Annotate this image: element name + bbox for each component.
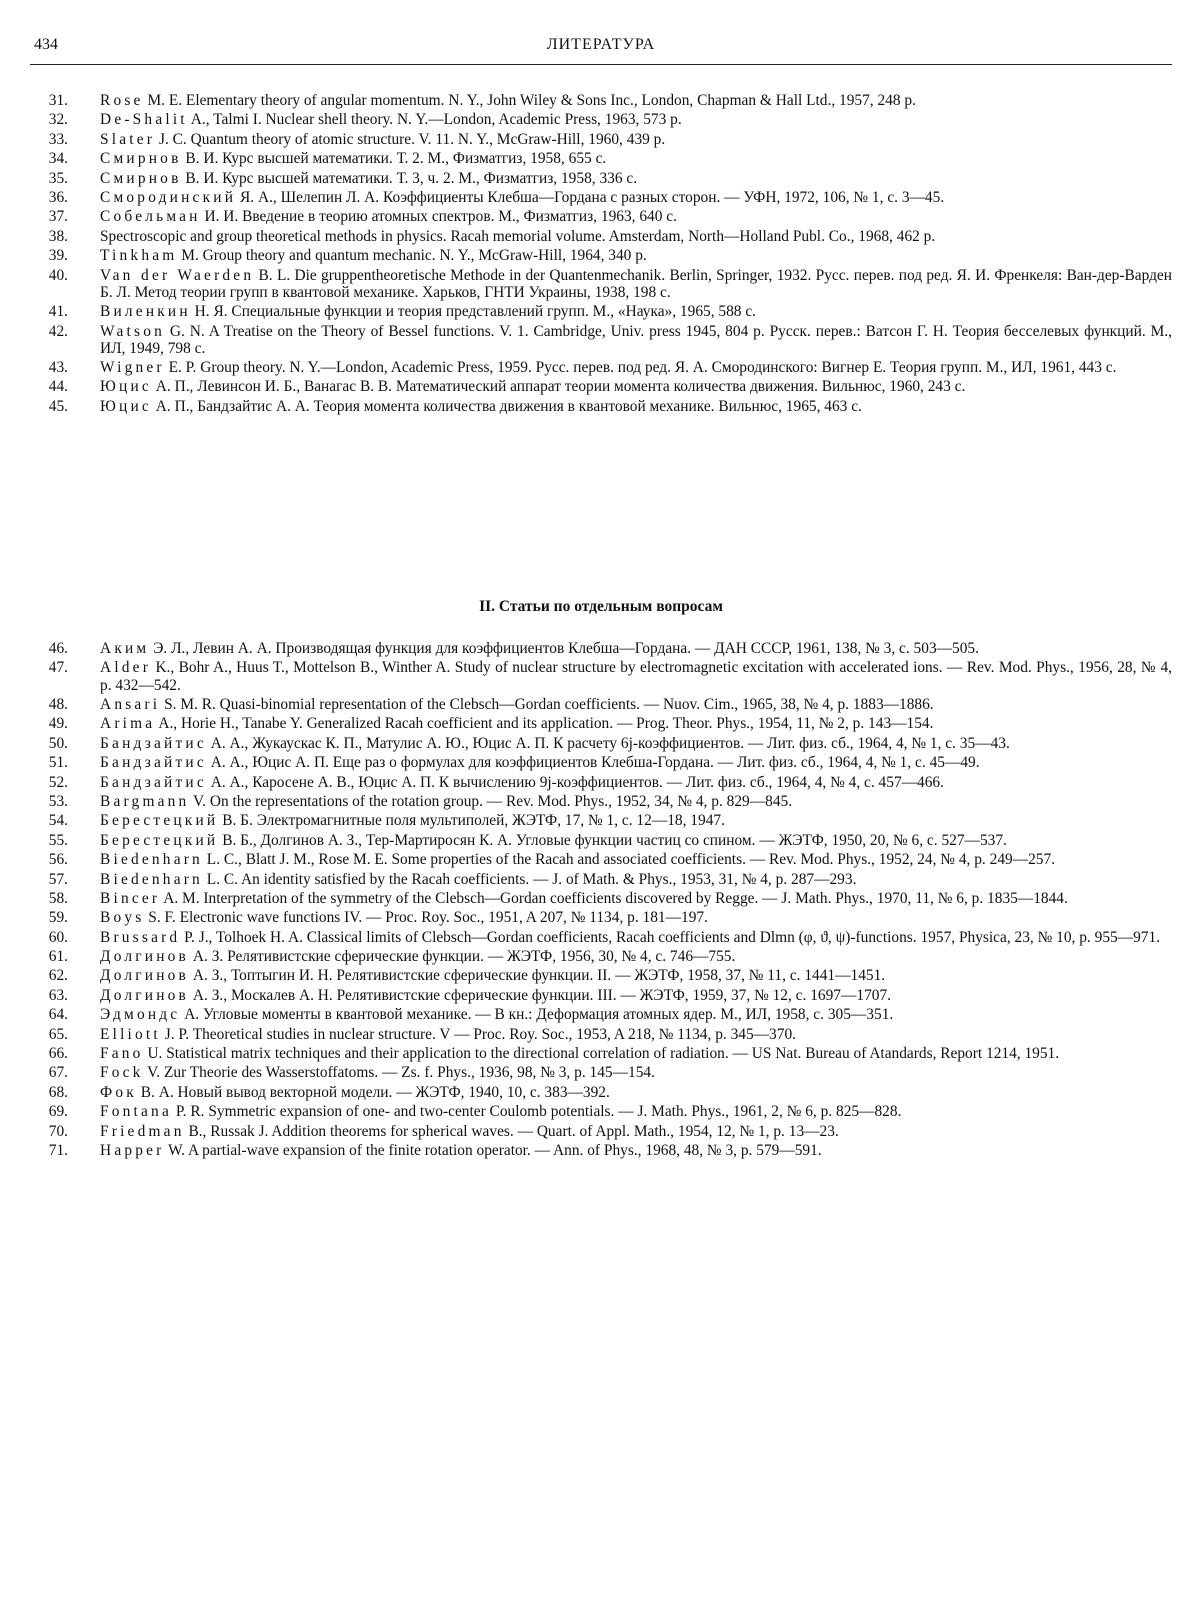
reference-author: Бандзайтис — [100, 773, 207, 791]
reference-number: 57. — [48, 870, 68, 888]
reference-entry — [30, 247, 1172, 264]
reference-author: Смородинский — [100, 188, 237, 206]
reference-number: 39. — [48, 247, 68, 265]
reference-number: 46. — [48, 640, 68, 657]
reference-entry — [30, 1123, 1172, 1140]
reference-number: 49. — [48, 715, 68, 733]
reference-text: В. А. Новый вывод векторной модели. — ЖЭТФ, 1940, 10, с. 383—392. — [136, 1083, 610, 1101]
reference-author: Boys — [100, 909, 145, 927]
reference-entry — [30, 303, 1172, 320]
reference-number: 34. — [48, 150, 68, 168]
reference-number: 40. — [48, 266, 68, 284]
reference-number: 31. — [48, 92, 68, 109]
reference-entry — [30, 92, 1172, 109]
reference-text: W. A partial-wave expansion of the finite rotation operator. — Ann. of Phys., 1968, 48, № 3, p. 579—591. — [164, 1141, 822, 1159]
reference-author: Фок — [100, 1083, 137, 1101]
reference-number: 71. — [48, 1141, 68, 1159]
reference-number: 51. — [48, 754, 68, 772]
reference-author: Van der Waerden — [100, 266, 255, 284]
reference-author: Долгинов — [100, 967, 190, 985]
reference-author: Эдмондс — [100, 1006, 181, 1024]
reference-number: 68. — [48, 1083, 68, 1101]
reference-author: Fock — [100, 1064, 144, 1082]
reference-number: 66. — [48, 1045, 68, 1063]
reference-entry — [30, 715, 1172, 732]
reference-author: Brussard — [100, 928, 181, 946]
reference-number: 56. — [48, 851, 68, 869]
reference-number: 44. — [48, 378, 68, 396]
reference-number: 37. — [48, 208, 68, 226]
reference-entry — [30, 1064, 1172, 1081]
reference-author: Arima — [100, 715, 156, 733]
reference-text: Э. Л., Левин А. А. Производящая функция для коэффициентов Клебша—Гордана. — ДАН СССР, 1961, 138, № 3, с. 503—505. — [149, 640, 979, 657]
reference-entry — [30, 659, 1172, 693]
reference-number: 63. — [48, 986, 68, 1004]
reference-number: 43. — [48, 359, 68, 377]
reference-author: Долгинов — [100, 986, 190, 1004]
reference-text: А. А., Жукаускас К. П., Матулис А. Ю., Юцис А. П. К расчету 6j-коэффициентов. — Лит. физ. сб., 1964, 4, № 1, с. 35—43. — [206, 734, 1010, 752]
reference-number: 64. — [48, 1006, 68, 1024]
reference-author: Аким — [100, 640, 150, 657]
reference-entry — [30, 832, 1172, 849]
reference-number: 33. — [48, 130, 68, 148]
page-number: 434 — [34, 36, 58, 53]
reference-author: Смирнов — [100, 150, 182, 168]
running-title: ЛИТЕРАТУРА — [546, 36, 656, 53]
reference-author: Виленкин — [100, 303, 191, 321]
page-header — [30, 30, 1172, 65]
reference-text: G. N. A Treatise on the Theory of Bessel functions. V. 1. Cambridge, Univ. press 1945, 804 p. Русск. перев.: Ватсон Г. Н. Теория бесселевых функций. М., ИЛ, 1949, 798 с. — [100, 322, 1172, 357]
reference-number: 55. — [48, 831, 68, 849]
reference-entry — [30, 640, 1172, 657]
reference-entry — [30, 987, 1172, 1004]
reference-number: 62. — [48, 967, 68, 985]
reference-entry — [30, 131, 1172, 148]
reference-number: 45. — [48, 397, 68, 415]
reference-entry — [30, 150, 1172, 167]
reference-text: L. C., Blatt J. M., Rose M. E. Some properties of the Racah and associated coefficients. — Rev. Mod. Phys., 1952, 24, № 4, p. 249—257. — [202, 851, 1056, 869]
reference-number: 58. — [48, 889, 68, 907]
reference-author: Fano — [100, 1045, 144, 1063]
reference-entry — [30, 189, 1172, 206]
reference-text: В. Б. Электромагнитные поля мультиполей, ЖЭТФ, 17, № 1, с. 12—18, 1947. — [218, 812, 725, 830]
reference-author: Bargmann — [100, 792, 190, 810]
reference-entry — [30, 754, 1172, 771]
reference-entry — [30, 170, 1172, 187]
reference-number: 59. — [48, 909, 68, 927]
reference-text: А. З. Релятивистские сферические функции. — ЖЭТФ, 1956, 30, № 4, с. 746—755. — [189, 948, 736, 966]
reference-author: Юцис — [100, 378, 152, 396]
reference-text: J. P. Theoretical studies in nuclear structure. V — Proc. Roy. Soc., 1953, A 218, № 1134, p. 345—370. — [160, 1025, 796, 1043]
reference-author: Собельман — [100, 208, 201, 226]
reference-text: А. Угловые моменты в квантовой механике. — В кн.: Деформация атомных ядер. М., ИЛ, 1958, с. 305—351. — [180, 1006, 894, 1024]
reference-entry — [30, 267, 1172, 301]
reference-text: Spectroscopic and group theoretical methods in physics. Racah memorial volume. Amsterdam, North—Holland Publ. Co., 1968, 462 p. — [100, 227, 936, 245]
reference-text: J. C. Quantum theory of atomic structure. V. 11. N. Y., McGraw-Hill, 1960, 439 p. — [155, 130, 666, 148]
reference-text: Н. Я. Специальные функции и теория представлений групп. М., «Наука», 1965, 588 с. — [190, 303, 757, 321]
reference-author: Rose — [100, 92, 144, 109]
reference-author: Fontana — [100, 1103, 172, 1121]
reference-author: Slater — [100, 130, 156, 148]
reference-text: Я. А., Шелепин Л. А. Коэффициенты Клебша—Гордана с разных сторон. — УФН, 1972, 106, № 1, с. 3—45. — [236, 188, 945, 206]
reference-text: A., Horie H., Tanabe Y. Generalized Racah coefficient and its application. — Prog. Theor. Phys., 1954, 11, № 2, p. 143—154. — [155, 715, 934, 733]
reference-entry — [30, 890, 1172, 907]
reference-text: S. M. R. Quasi-binomial representation of the Clebsch—Gordan coefficients. — Nuov. Cim., 1965, 38, № 4, p. 1883—1886. — [160, 695, 934, 713]
reference-author: Happer — [100, 1141, 165, 1159]
reference-text: P. R. Symmetric expansion of one- and two-center Coulomb potentials. — J. Math. Phys., 1961, 2, № 6, p. 825—828. — [171, 1103, 902, 1121]
reference-entry — [30, 735, 1172, 752]
reference-text: P. J., Tolhoek H. A. Classical limits of Clebsch—Gordan coefficients, Racah coefficients and Dlmn (φ, ϑ, ψ)-functions. 1957, Physica, 23, № 10, p. 955—971. — [180, 928, 1161, 946]
reference-text: B., Russak J. Addition theorems for spherical waves. — Quart. of Appl. Math., 1954, 12, № 1, p. 13—23. — [184, 1122, 839, 1140]
reference-entry — [30, 851, 1172, 868]
reference-entry — [30, 774, 1172, 791]
reference-author: Alder — [100, 659, 152, 677]
reference-text: В. Б., Долгинов А. З., Тер-Мартиросян К. А. Угловые функции частиц со спином. — ЖЭТФ, 1950, 20, № 6, с. 527—537. — [218, 831, 1007, 849]
reference-entry — [30, 228, 1172, 245]
reference-text: А. З., Топтыгин И. Н. Релятивистские сферические функции. II. — ЖЭТФ, 1958, 37, № 11, с. 1441—1451. — [189, 967, 886, 985]
reference-text: M. E. Elementary theory of angular momentum. N. Y., John Wiley & Sons Inc., London, Chapman & Hall Ltd., 1957, 248 p. — [143, 92, 916, 109]
reference-author: Юцис — [100, 397, 152, 415]
reference-number: 52. — [48, 773, 68, 791]
reference-number: 35. — [48, 169, 68, 187]
reference-number: 41. — [48, 303, 68, 321]
reference-number: 60. — [48, 928, 68, 946]
reference-author: Берестецкий — [100, 831, 219, 849]
reference-number: 47. — [48, 659, 68, 677]
reference-text: А. П., Бандзайтис А. А. Теория момента количества движения в квантовой механике. Вильнюс, 1965, 463 с. — [151, 397, 862, 415]
reference-entry — [30, 1084, 1172, 1101]
reference-text: A., Talmi I. Nuclear shell theory. N. Y.—London, Academic Press, 1963, 573 p. — [187, 111, 682, 129]
reference-number: 50. — [48, 734, 68, 752]
reference-number: 69. — [48, 1103, 68, 1121]
reference-author: Wigner — [100, 359, 165, 377]
reference-entry — [30, 323, 1172, 357]
reference-entry — [30, 1045, 1172, 1062]
reference-number: 48. — [48, 695, 68, 713]
reference-entry — [30, 398, 1172, 415]
reference-author: Watson — [100, 322, 165, 340]
reference-text: А. А., Юцис А. П. Еще раз о формулах для коэффициентов Клебша-Гордана. — Лит. физ. сб., 1964, 4, № 1, с. 45—49. — [206, 754, 980, 772]
reference-number: 67. — [48, 1064, 68, 1082]
reference-text: B. L. Die gruppentheoretische Methode in der Quantenmechanik. Berlin, Springer, 1932. Русс. перев. под ред. Я. И. Френкеля: Ван-дер-Варден Б. Л. Метод теории групп в квантовой механике. Харьков, ГНТИ Украины, 1938, 198 с. — [100, 266, 1172, 301]
section-title: II. Статьи по отдельным вопросам — [479, 598, 723, 615]
reference-entry — [30, 208, 1172, 225]
reference-author: Смирнов — [100, 169, 182, 187]
reference-entry — [30, 948, 1172, 965]
reference-author: Friedman — [100, 1122, 185, 1140]
reference-text: A. M. Interpretation of the symmetry of the Clebsch—Gordan coefficients discovered by Regge. — J. Math. Phys., 1970, 11, № 6, p. 1835—1844. — [160, 889, 1068, 907]
reference-text: L. C. An identity satisfied by the Racah coefficients. — J. of Math. & Phys., 1953, 31, № 4, p. 287—293. — [202, 870, 857, 888]
reference-author: Бандзайтис — [100, 754, 207, 772]
reference-number: 61. — [48, 948, 68, 966]
reference-number: 54. — [48, 812, 68, 830]
reference-author: Берестецкий — [100, 812, 219, 830]
reference-entry — [30, 696, 1172, 713]
reference-entry — [30, 378, 1172, 395]
reference-author: Бандзайтис — [100, 734, 207, 752]
reference-number: 53. — [48, 792, 68, 810]
reference-text: В. И. Курс высшей математики. Т. 3, ч. 2. М., Физматгиз, 1958, 336 с. — [181, 169, 638, 187]
reference-entry — [30, 1103, 1172, 1120]
reference-text: А. З., Москалев А. Н. Релятивистские сферические функции. III. — ЖЭТФ, 1959, 37, № 12, с. 1697—1707. — [189, 986, 892, 1004]
reference-author: Долгинов — [100, 948, 190, 966]
reference-number: 65. — [48, 1025, 68, 1043]
reference-text: А. П., Левинсон И. Б., Ванагас В. В. Математический аппарат теории момента количества движения. Вильнюс, 1960, 243 с. — [151, 378, 966, 396]
reference-text: U. Statistical matrix techniques and their application to the directional correlation of radiation. — US Nat. Bureau of Atandards, Report 1214, 1951. — [143, 1045, 1060, 1063]
reference-list-books — [30, 92, 1172, 417]
reference-list-articles — [30, 640, 1172, 1161]
reference-text: E. P. Group theory. N. Y.—London, Academic Press, 1959. Русс. перев. под ред. Я. А. Смородинского: Вигнер Е. Теория групп. М., ИЛ, 1961, 443 с. — [164, 359, 1117, 377]
reference-author: Biedenharn — [100, 870, 203, 888]
reference-entry — [30, 1006, 1172, 1023]
reference-author: Biedenharn — [100, 851, 203, 869]
reference-number: 36. — [48, 188, 68, 206]
reference-author: Bincer — [100, 889, 161, 907]
reference-text: И. И. Введение в теорию атомных спектров. М., Физматгиз, 1963, 640 с. — [200, 208, 677, 226]
reference-author: De-Shalit — [100, 111, 188, 129]
reference-entry — [30, 111, 1172, 128]
reference-text: K., Bohr A., Huus T., Mottelson B., Winther A. Study of nuclear structure by electromagnetic excitation with accelerated ions. — Rev. Mod. Phys., 1956, 28, № 4, p. 432—542. — [100, 659, 1172, 694]
reference-entry — [30, 1026, 1172, 1043]
reference-text: V. On the representations of the rotation group. — Rev. Mod. Phys., 1952, 34, № 4, p. 829—845. — [189, 792, 793, 810]
reference-text: В. И. Курс высшей математики. Т. 2. М., Физматгиз, 1958, 655 с. — [181, 150, 607, 168]
reference-entry — [30, 812, 1172, 829]
reference-entry — [30, 871, 1172, 888]
reference-entry — [30, 1142, 1172, 1159]
reference-entry — [30, 967, 1172, 984]
reference-author: Tinkham — [100, 247, 178, 265]
reference-text: M. Group theory and quantum mechanic. N. Y., McGraw-Hill, 1964, 340 p. — [177, 247, 647, 265]
reference-author: Elliott — [100, 1025, 161, 1043]
reference-text: А. А., Каросене А. В., Юцис А. П. К вычислению 9j-коэффициентов. — Лит. физ. сб., 1964, 4, № 4, с. 457—466. — [206, 773, 944, 791]
reference-number: 32. — [48, 111, 68, 129]
reference-entry — [30, 909, 1172, 926]
reference-number: 38. — [48, 227, 68, 245]
reference-number: 70. — [48, 1122, 68, 1140]
reference-entry — [30, 359, 1172, 376]
reference-entry — [30, 929, 1172, 946]
reference-text: V. Zur Theorie des Wasserstoffatoms. — Zs. f. Phys., 1936, 98, № 3, p. 145—154. — [143, 1064, 655, 1082]
reference-entry — [30, 793, 1172, 810]
reference-author: Ansari — [100, 695, 161, 713]
reference-number: 42. — [48, 322, 68, 340]
reference-text: S. F. Electronic wave functions IV. — Proc. Roy. Soc., 1951, A 207, № 1134, p. 181—197. — [144, 909, 708, 927]
